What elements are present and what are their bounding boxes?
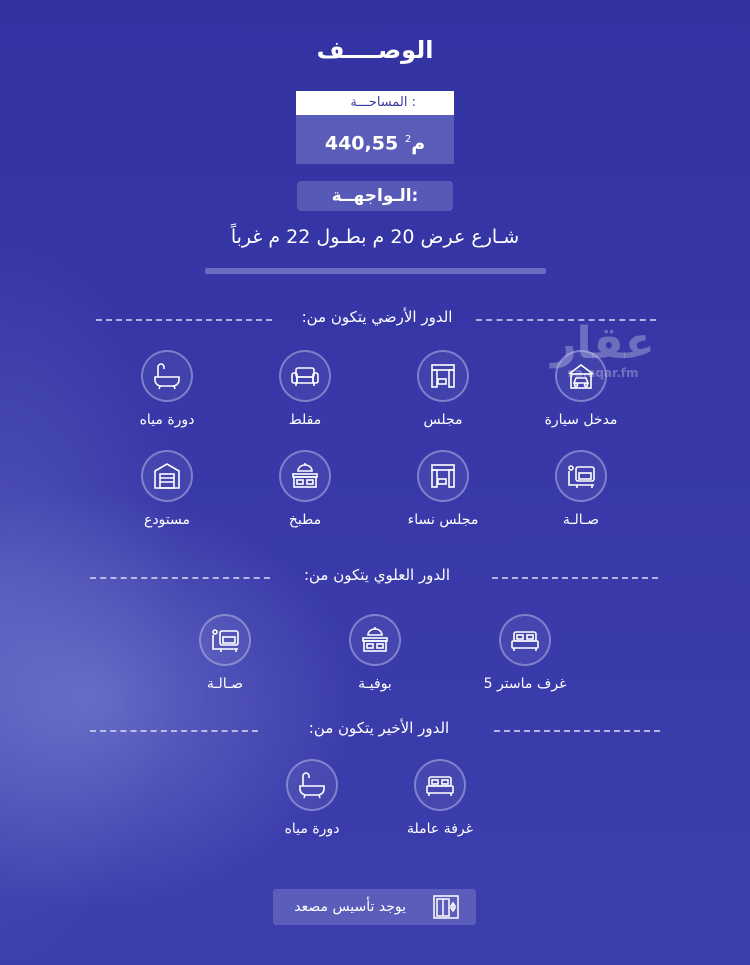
feature-label: مدخل سيارة — [544, 412, 618, 428]
page-title: الوصــــف — [316, 36, 434, 64]
divider-left — [90, 577, 270, 579]
feature-women-majlis — [383, 450, 503, 528]
elevator-icon — [433, 895, 459, 919]
feature-label: دورة مياه — [139, 412, 195, 428]
couch-icon — [279, 350, 331, 402]
elevator-note-text: يوجد تأسيس مصعد — [294, 899, 406, 915]
divider-right — [492, 577, 658, 579]
ground-floor-title: الدور الأرضي يتكون من: — [301, 308, 453, 326]
facade-label: الـواجهــة: — [297, 181, 453, 211]
ground-floor-heading — [0, 308, 750, 332]
feature-label: مجلس نساء — [407, 512, 479, 528]
area-box — [296, 91, 454, 164]
bed-icon — [414, 759, 466, 811]
car-entrance-icon — [555, 350, 607, 402]
kitchen-icon — [279, 450, 331, 502]
feature-couch — [245, 350, 365, 428]
divider-left — [90, 730, 258, 732]
feature-majlis — [383, 350, 503, 428]
feature-bathroom-top — [252, 759, 372, 837]
area-value: 440,55 — [324, 132, 399, 155]
feature-maid-room — [380, 759, 500, 837]
divider-right — [476, 319, 656, 321]
watermark-brand: عقار — [551, 318, 655, 369]
upper-floor-title: الدور العلوي يتكون من: — [303, 566, 451, 584]
area-value-row — [296, 115, 454, 164]
area-unit-sup: 2 — [404, 134, 412, 145]
feature-hall-upper — [165, 614, 285, 692]
divider-left — [96, 319, 272, 321]
area-unit: م — [411, 132, 426, 155]
feature-label: مقلط — [288, 412, 322, 428]
feature-bathroom — [107, 350, 227, 428]
upper-floor-heading — [0, 566, 750, 590]
divider-right — [494, 730, 660, 732]
feature-label: صـالـة — [206, 676, 244, 692]
feature-warehouse — [107, 450, 227, 528]
top-floor-heading — [0, 719, 750, 743]
elevator-note — [273, 889, 476, 925]
feature-label: مستودع — [143, 512, 191, 528]
feature-label: غرفة عاملة — [407, 821, 473, 837]
bathtub-icon — [286, 759, 338, 811]
warehouse-icon — [141, 450, 193, 502]
feature-car-entrance — [521, 350, 641, 428]
feature-label: دورة مياه — [284, 821, 340, 837]
feature-label: بوفيـة — [358, 676, 392, 692]
bed-icon — [499, 614, 551, 666]
living-room-icon — [555, 450, 607, 502]
watermark-site: sa.aqar.fm — [567, 366, 639, 380]
facade-underline — [205, 268, 546, 274]
feature-master-rooms — [465, 614, 585, 692]
area-label: المساحـــة : — [296, 91, 454, 115]
feature-hall — [521, 450, 641, 528]
feature-kitchen — [245, 450, 365, 528]
bathtub-icon — [141, 350, 193, 402]
kitchen-icon — [349, 614, 401, 666]
majlis-sofa-icon — [417, 450, 469, 502]
feature-buffet — [315, 614, 435, 692]
feature-label: مطبخ — [288, 512, 322, 528]
feature-label: 5 غرف ماستر — [483, 676, 567, 692]
facade-text: شـارع عرض 20 م بطـول 22 م غرباً — [230, 226, 520, 248]
majlis-sofa-icon — [417, 350, 469, 402]
feature-label: مجلس — [423, 412, 463, 428]
living-room-icon — [199, 614, 251, 666]
feature-label: صـالـة — [562, 512, 600, 528]
top-floor-title: الدور الأخير يتكون من: — [308, 719, 450, 737]
